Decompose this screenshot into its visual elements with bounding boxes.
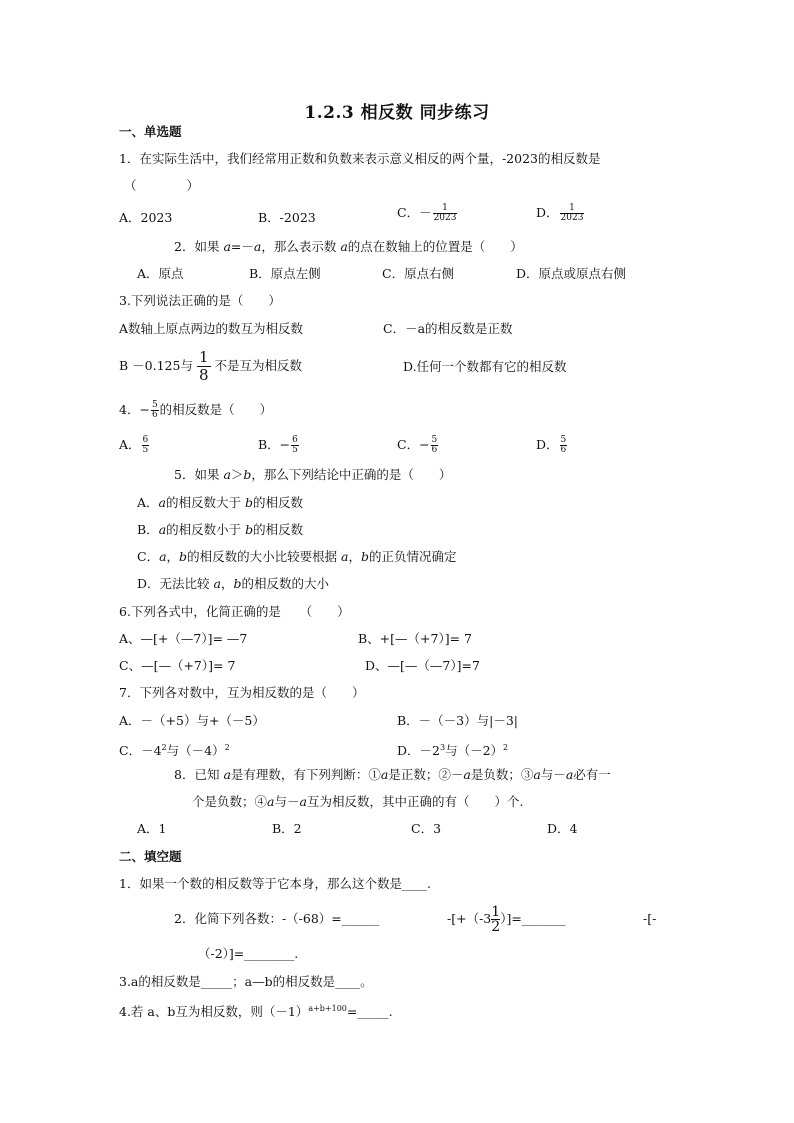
fill-q4: 4.若 a、b互为相反数，则$(-1)^{a+b+100}=\_\_\_\_\_$. [119,1004,393,1020]
q1-option-b: B．-2023 [258,210,316,225]
q2-stem: 2．如果 a=－a，那么表示数 a的点在数轴上的位置是（ ） [174,239,523,254]
q4-stem: 4．− $\frac{5}{6}$ 的相反数是（ ） [119,400,273,420]
q2-option-d: D．原点或原点右侧 [516,266,627,281]
q6-stem: 6.下列各式中，化简正确的是 （ ） [119,604,350,619]
q1-stem: 1．在实际生活中，我们经常用正数和负数来表示意义相反的两个量，-2023的相反数是 [119,151,601,166]
q1-option-a: A．2023 [119,210,173,225]
q6-option-a: A、—[+（—7）]= —7 [119,631,248,646]
page-title: 1.2.3 相反数 同步练习 [304,103,490,123]
q2-option-b: B．原点左侧 [249,266,321,281]
fraction: $\frac{1}{8}$ [198,348,209,384]
q5-option-d: D．无法比较 a，b的相反数的大小 [137,576,329,591]
fraction: $\frac{6}{5}$ [292,435,298,455]
q1-paren: （ ） [124,178,200,193]
q5-option-c: C．a，b的相反数的大小比较要根据 a，b的正负情况确定 [137,549,457,564]
q8-stem-line1: 8．已知 a是有理数，有下列判断：①a是正数；②－a是负数；③a与－a必有一 [174,767,611,782]
q5-option-a: A．a的相反数大于 b的相反数 [137,495,303,510]
fraction: $\frac{5}{6}$ [151,400,158,420]
fraction: $\frac{5}{6}$ [431,435,438,455]
fill-q2-part3: -[- [643,911,657,926]
q4-option-c: C．− $\frac{5}{6}$ [397,435,438,455]
fill-q2-part2: -[+（-3 $\frac{1}{2}$ ）]=_______ [447,904,566,935]
q2-option-c: C．原点右侧 [382,266,455,281]
q8-option-d: D．4 [547,821,578,836]
fill-q2-part1: 2．化简下列各数：-（-68）=______ [174,911,380,926]
fill-q3: 3.a的相反数是_____；a—b的相反数是____。 [119,974,373,989]
q6-option-b: B、+[—（+7）]= 7 [358,631,472,646]
fraction: $\frac{1}{2023}$ [433,203,457,223]
q3-option-b: B －0.125与 $\frac{1}{8}$ 不是互为相反数 [119,348,303,384]
q5-stem: 5．如果 a＞b，那么下列结论中正确的是（ ） [174,467,452,482]
q8-stem-line2: 个是负数；④a与－a互为相反数，其中正确的有（ ）个. [192,794,524,809]
fraction: $\frac{1}{2023}$ [560,203,584,223]
fill-q2-part4: （-2）]=________. [198,946,299,961]
fraction: $\frac{1}{2}$ [491,904,501,935]
fraction: $\frac{6}{5}$ [142,435,149,455]
q6-option-c: C、—[—（+7）]= 7 [119,658,236,673]
q4-option-b: B．− $\frac{6}{5}$ [258,435,298,455]
q7-option-b: B．－（－3）与|－3| [397,713,519,728]
q7-option-c: C．$-4^2$与$(-4)^2$ [119,743,230,759]
q8-option-a: A．1 [137,821,167,836]
q3-option-a: A数轴上原点两边的数互为相反数 [119,321,304,336]
q8-option-c: C．3 [411,821,442,836]
section-single-choice: 一、单选题 [119,124,182,139]
q4-option-d: D． $\frac{5}{6}$ [536,435,567,455]
section-fill-blank: 二、填空题 [119,849,182,864]
q4-option-a: A． $\frac{6}{5}$ [119,435,149,455]
q6-option-d: D、—[—（—7）]=7 [365,658,480,673]
q3-option-d: D.任何一个数都有它的相反数 [403,359,567,374]
q1-option-c: C．－ $\frac{1}{2023}$ [397,203,457,223]
fill-q1: 1．如果一个数的相反数等于它本身，那么这个数是____. [119,876,431,891]
q7-option-d: D．$-2^3$与$(-2)^2$ [397,743,509,759]
q3-stem: 3.下列说法正确的是（ ） [119,293,281,308]
q8-option-b: B．2 [272,821,302,836]
q7-stem: 7．下列各对数中，互为相反数的是（ ） [119,685,365,700]
q7-option-a: A．－（+5）与+（－5） [119,713,265,728]
q1-option-d: D． $\frac{1}{2023}$ [536,203,584,223]
q5-option-b: B．a的相反数小于 b的相反数 [137,522,304,537]
q3-option-c: C．－a的相反数是正数 [383,321,513,336]
fraction: $\frac{5}{6}$ [560,435,567,455]
q2-option-a: A．原点 [137,266,184,281]
